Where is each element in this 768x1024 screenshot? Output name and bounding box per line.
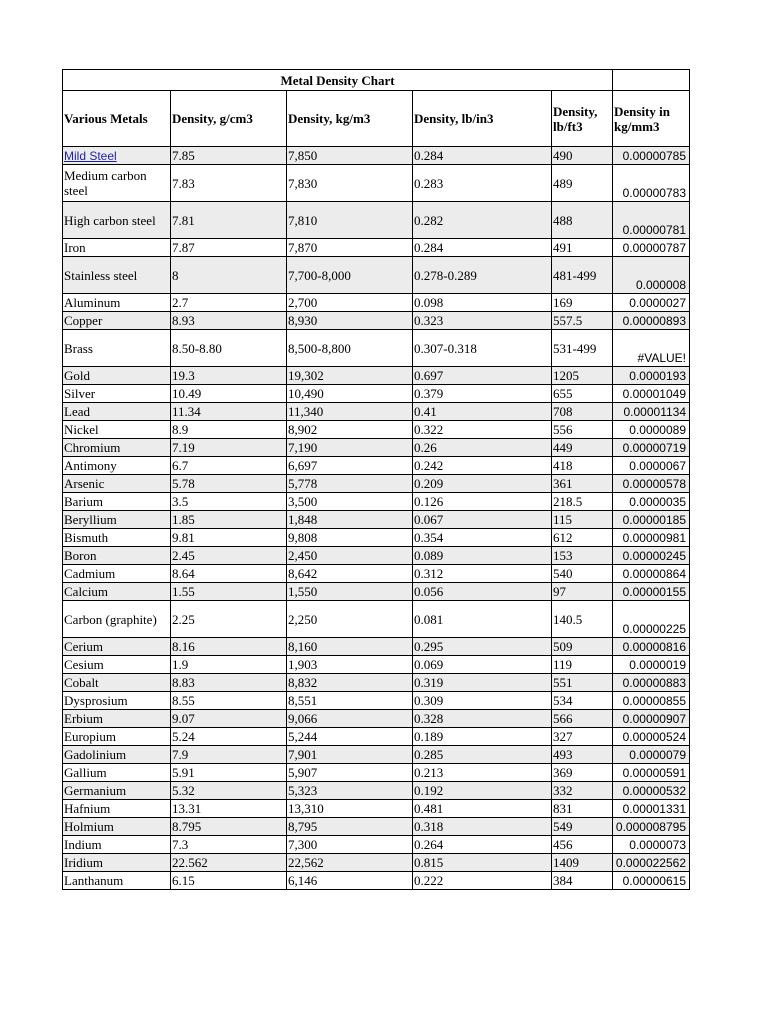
density-lbft3-cell: 493 <box>552 746 613 764</box>
density-lbft3-cell: 153 <box>552 547 613 565</box>
density-kgmm3-cell: 0.0000027 <box>613 294 690 312</box>
metal-name-cell <box>63 147 171 165</box>
density-kgm3-cell: 9,066 <box>287 710 413 728</box>
metal-name-cell: Lanthanum <box>63 872 171 890</box>
density-kgm3-cell: 5,323 <box>287 782 413 800</box>
density-gcm3-cell: 1.55 <box>171 583 287 601</box>
table-row <box>63 692 690 710</box>
density-lbin3-cell: 0.285 <box>413 746 552 764</box>
density-gcm3-cell: 8.795 <box>171 818 287 836</box>
density-kgm3-cell: 1,550 <box>287 583 413 601</box>
density-kgm3-cell: 2,700 <box>287 294 413 312</box>
table-row <box>63 403 690 421</box>
metal-name-cell: Arsenic <box>63 475 171 493</box>
density-lbin3-cell: 0.697 <box>413 367 552 385</box>
density-lbin3-cell: 0.322 <box>413 421 552 439</box>
density-lbft3-cell: 612 <box>552 529 613 547</box>
density-lbin3-cell: 0.354 <box>413 529 552 547</box>
density-lbft3-cell: 384 <box>552 872 613 890</box>
metal-name-cell: Copper <box>63 312 171 330</box>
table-row <box>63 367 690 385</box>
density-lbin3-cell: 0.264 <box>413 836 552 854</box>
density-lbft3-cell: 456 <box>552 836 613 854</box>
metal-name-cell: Barium <box>63 493 171 511</box>
table-row <box>63 147 690 165</box>
table-row <box>63 854 690 872</box>
density-lbin3-cell: 0.318 <box>413 818 552 836</box>
density-lbft3-cell: 481-499 <box>552 257 613 294</box>
table-row <box>63 330 690 367</box>
density-lbft3-cell: 551 <box>552 674 613 692</box>
density-lbft3-cell: 831 <box>552 800 613 818</box>
density-kgmm3-cell: 0.00000781 <box>613 202 690 239</box>
density-kgmm3-cell: 0.00000185 <box>613 511 690 529</box>
table-row <box>63 638 690 656</box>
density-lbin3-cell: 0.284 <box>413 147 552 165</box>
density-lbin3-cell: 0.089 <box>413 547 552 565</box>
density-lbin3-cell: 0.815 <box>413 854 552 872</box>
table-row <box>63 583 690 601</box>
density-gcm3-cell: 8 <box>171 257 287 294</box>
density-lbft3-cell: 655 <box>552 385 613 403</box>
metal-name-cell: Cesium <box>63 656 171 674</box>
density-lbft3-cell: 557.5 <box>552 312 613 330</box>
density-lbin3-cell: 0.312 <box>413 565 552 583</box>
metal-name-cell: Cerium <box>63 638 171 656</box>
metal-name-cell: Carbon (graphite) <box>63 601 171 638</box>
table-row <box>63 547 690 565</box>
density-kgmm3-cell: 0.00000532 <box>613 782 690 800</box>
density-kgm3-cell: 19,302 <box>287 367 413 385</box>
density-lbin3-cell: 0.189 <box>413 728 552 746</box>
density-kgm3-cell: 8,832 <box>287 674 413 692</box>
table-row <box>63 257 690 294</box>
density-kgmm3-cell: 0.00000855 <box>613 692 690 710</box>
density-kgm3-cell: 8,902 <box>287 421 413 439</box>
metal-name-cell: Gold <box>63 367 171 385</box>
density-lbft3-cell: 1409 <box>552 854 613 872</box>
density-lbft3-cell: 332 <box>552 782 613 800</box>
density-kgmm3-cell: 0.00000783 <box>613 165 690 202</box>
density-gcm3-cell: 8.9 <box>171 421 287 439</box>
metal-name-cell: Stainless steel <box>63 257 171 294</box>
density-gcm3-cell: 9.81 <box>171 529 287 547</box>
density-lbin3-cell: 0.282 <box>413 202 552 239</box>
density-kgmm3-cell: 0.00000785 <box>613 147 690 165</box>
density-kgm3-cell: 8,795 <box>287 818 413 836</box>
density-lbin3-cell: 0.056 <box>413 583 552 601</box>
density-gcm3-cell: 7.81 <box>171 202 287 239</box>
density-kgmm3-cell: 0.000022562 <box>613 854 690 872</box>
density-kgm3-cell: 22,562 <box>287 854 413 872</box>
table-row <box>63 312 690 330</box>
metal-name-cell: Germanium <box>63 782 171 800</box>
table-row <box>63 165 690 202</box>
density-gcm3-cell: 13.31 <box>171 800 287 818</box>
density-gcm3-cell: 8.50-8.80 <box>171 330 287 367</box>
density-kgmm3-cell: 0.00000578 <box>613 475 690 493</box>
density-lbft3-cell: 549 <box>552 818 613 836</box>
density-kgmm3-cell: 0.0000067 <box>613 457 690 475</box>
density-gcm3-cell: 6.15 <box>171 872 287 890</box>
density-lbft3-cell: 169 <box>552 294 613 312</box>
density-kgmm3-cell: 0.00000591 <box>613 764 690 782</box>
density-kgm3-cell: 7,901 <box>287 746 413 764</box>
density-lbft3-cell: 449 <box>552 439 613 457</box>
density-lbin3-cell: 0.067 <box>413 511 552 529</box>
density-gcm3-cell: 2.45 <box>171 547 287 565</box>
table-row <box>63 529 690 547</box>
metal-name-cell: Silver <box>63 385 171 403</box>
table-row <box>63 475 690 493</box>
density-kgm3-cell: 1,903 <box>287 656 413 674</box>
density-kgm3-cell: 6,697 <box>287 457 413 475</box>
table-row <box>63 782 690 800</box>
density-lbin3-cell: 0.069 <box>413 656 552 674</box>
density-kgmm3-cell: 0.0000079 <box>613 746 690 764</box>
density-gcm3-cell: 3.5 <box>171 493 287 511</box>
density-lbin3-cell: 0.481 <box>413 800 552 818</box>
density-kgmm3-cell: 0.0000019 <box>613 656 690 674</box>
density-gcm3-cell: 8.16 <box>171 638 287 656</box>
metal-name-cell: Hafnium <box>63 800 171 818</box>
metal-name-cell: Aluminum <box>63 294 171 312</box>
density-kgmm3-cell: 0.00000864 <box>613 565 690 583</box>
metal-name-cell: Iron <box>63 239 171 257</box>
density-gcm3-cell: 7.87 <box>171 239 287 257</box>
density-kgm3-cell: 7,300 <box>287 836 413 854</box>
table-row <box>63 710 690 728</box>
metal-name-cell: Nickel <box>63 421 171 439</box>
density-kgm3-cell: 8,930 <box>287 312 413 330</box>
density-lbft3-cell: 509 <box>552 638 613 656</box>
density-lbft3-cell: 119 <box>552 656 613 674</box>
table-row <box>63 656 690 674</box>
metal-name-cell: Cobalt <box>63 674 171 692</box>
density-lbin3-cell: 0.307-0.318 <box>413 330 552 367</box>
density-kgmm3-cell: 0.00000719 <box>613 439 690 457</box>
table-row <box>63 800 690 818</box>
density-kgm3-cell: 8,500-8,800 <box>287 330 413 367</box>
header-density-lbft3: Density, lb/ft3 <box>552 91 613 147</box>
density-gcm3-cell: 10.49 <box>171 385 287 403</box>
density-lbin3-cell: 0.309 <box>413 692 552 710</box>
table-row <box>63 493 690 511</box>
density-kgmm3-cell: 0.00000524 <box>613 728 690 746</box>
density-lbft3-cell: 566 <box>552 710 613 728</box>
density-lbin3-cell: 0.126 <box>413 493 552 511</box>
density-kgmm3-cell: 0.0000035 <box>613 493 690 511</box>
density-lbft3-cell: 115 <box>552 511 613 529</box>
density-gcm3-cell: 1.9 <box>171 656 287 674</box>
density-gcm3-cell: 2.25 <box>171 601 287 638</box>
density-lbin3-cell: 0.222 <box>413 872 552 890</box>
density-gcm3-cell: 7.83 <box>171 165 287 202</box>
density-kgmm3-cell: 0.00000981 <box>613 529 690 547</box>
density-lbin3-cell: 0.323 <box>413 312 552 330</box>
metal-name-cell: Gallium <box>63 764 171 782</box>
density-kgmm3-cell: 0.0000193 <box>613 367 690 385</box>
table-row <box>63 565 690 583</box>
density-kgmm3-cell: 0.00000245 <box>613 547 690 565</box>
density-kgm3-cell: 6,146 <box>287 872 413 890</box>
table-row <box>63 764 690 782</box>
density-lbft3-cell: 490 <box>552 147 613 165</box>
metal-name-cell: Antimony <box>63 457 171 475</box>
density-kgm3-cell: 7,700-8,000 <box>287 257 413 294</box>
table-row <box>63 239 690 257</box>
density-lbft3-cell: 97 <box>552 583 613 601</box>
metal-name-cell: Europium <box>63 728 171 746</box>
density-kgmm3-cell: 0.0000073 <box>613 836 690 854</box>
table-row <box>63 674 690 692</box>
density-lbin3-cell: 0.278-0.289 <box>413 257 552 294</box>
density-kgm3-cell: 2,250 <box>287 601 413 638</box>
metal-name-cell: Holmium <box>63 818 171 836</box>
metal-link[interactable]: Mild Steel <box>64 148 117 163</box>
density-kgm3-cell: 10,490 <box>287 385 413 403</box>
density-lbin3-cell: 0.192 <box>413 782 552 800</box>
metal-name-cell: Cadmium <box>63 565 171 583</box>
density-lbin3-cell: 0.081 <box>413 601 552 638</box>
table-row <box>63 728 690 746</box>
header-density-kgm3: Density, kg/m3 <box>287 91 413 147</box>
density-kgm3-cell: 7,870 <box>287 239 413 257</box>
density-lbin3-cell: 0.242 <box>413 457 552 475</box>
density-kgmm3-cell: 0.00001134 <box>613 403 690 421</box>
table-row <box>63 872 690 890</box>
table-row <box>63 746 690 764</box>
density-lbin3-cell: 0.26 <box>413 439 552 457</box>
density-kgm3-cell: 13,310 <box>287 800 413 818</box>
title-empty-cell <box>613 70 690 91</box>
density-gcm3-cell: 7.3 <box>171 836 287 854</box>
density-kgmm3-cell: 0.0000089 <box>613 421 690 439</box>
metal-name-cell: High carbon steel <box>63 202 171 239</box>
density-lbft3-cell: 488 <box>552 202 613 239</box>
density-gcm3-cell: 5.32 <box>171 782 287 800</box>
density-lbin3-cell: 0.319 <box>413 674 552 692</box>
table-row <box>63 511 690 529</box>
density-kgmm3-cell: 0.00000615 <box>613 872 690 890</box>
density-lbft3-cell: 708 <box>552 403 613 421</box>
density-kgm3-cell: 1,848 <box>287 511 413 529</box>
metal-name-cell: Chromium <box>63 439 171 457</box>
metal-name-cell: Lead <box>63 403 171 421</box>
density-lbft3-cell: 327 <box>552 728 613 746</box>
density-kgm3-cell: 7,850 <box>287 147 413 165</box>
density-lbin3-cell: 0.379 <box>413 385 552 403</box>
density-kgm3-cell: 11,340 <box>287 403 413 421</box>
density-lbin3-cell: 0.209 <box>413 475 552 493</box>
density-kgmm3-cell: 0.00001049 <box>613 385 690 403</box>
density-lbft3-cell: 361 <box>552 475 613 493</box>
density-gcm3-cell: 19.3 <box>171 367 287 385</box>
density-lbft3-cell: 534 <box>552 692 613 710</box>
density-lbft3-cell: 418 <box>552 457 613 475</box>
density-lbin3-cell: 0.328 <box>413 710 552 728</box>
density-kgmm3-cell: 0.00000907 <box>613 710 690 728</box>
density-gcm3-cell: 9.07 <box>171 710 287 728</box>
metal-name-cell: Brass <box>63 330 171 367</box>
density-kgmm3-cell: 0.00000787 <box>613 239 690 257</box>
metal-name-cell: Indium <box>63 836 171 854</box>
metal-name-cell: Medium carbon steel <box>63 165 171 202</box>
metal-name-cell: Boron <box>63 547 171 565</box>
header-density-lbin3: Density, lb/in3 <box>413 91 552 147</box>
density-gcm3-cell: 8.93 <box>171 312 287 330</box>
metal-name-cell: Dysprosium <box>63 692 171 710</box>
density-gcm3-cell: 8.64 <box>171 565 287 583</box>
header-density-gcm3: Density, g/cm3 <box>171 91 287 147</box>
table-row <box>63 439 690 457</box>
density-lbft3-cell: 491 <box>552 239 613 257</box>
table-row <box>63 457 690 475</box>
density-gcm3-cell: 7.19 <box>171 439 287 457</box>
density-kgm3-cell: 8,642 <box>287 565 413 583</box>
table-row <box>63 294 690 312</box>
density-gcm3-cell: 5.24 <box>171 728 287 746</box>
table-row <box>63 836 690 854</box>
density-kgmm3-cell: 0.00000225 <box>613 601 690 638</box>
density-gcm3-cell: 2.7 <box>171 294 287 312</box>
density-kgmm3-cell: 0.00000155 <box>613 583 690 601</box>
density-lbin3-cell: 0.213 <box>413 764 552 782</box>
table-row <box>63 818 690 836</box>
density-lbft3-cell: 140.5 <box>552 601 613 638</box>
density-kgm3-cell: 2,450 <box>287 547 413 565</box>
density-kgm3-cell: 8,160 <box>287 638 413 656</box>
density-kgmm3-cell: 0.000008 <box>613 257 690 294</box>
density-kgmm3-cell: 0.00001331 <box>613 800 690 818</box>
metal-name-cell: Gadolinium <box>63 746 171 764</box>
density-kgm3-cell: 5,907 <box>287 764 413 782</box>
density-gcm3-cell: 8.83 <box>171 674 287 692</box>
metal-name-cell: Iridium <box>63 854 171 872</box>
density-lbin3-cell: 0.41 <box>413 403 552 421</box>
density-lbft3-cell: 556 <box>552 421 613 439</box>
table-row <box>63 202 690 239</box>
density-lbin3-cell: 0.284 <box>413 239 552 257</box>
density-gcm3-cell: 7.9 <box>171 746 287 764</box>
density-lbin3-cell: 0.283 <box>413 165 552 202</box>
density-kgm3-cell: 9,808 <box>287 529 413 547</box>
header-density-kgmm3: Density in kg/mm3 <box>613 91 690 147</box>
density-lbin3-cell: 0.295 <box>413 638 552 656</box>
density-gcm3-cell: 5.91 <box>171 764 287 782</box>
metal-name-cell: Bismuth <box>63 529 171 547</box>
density-gcm3-cell: 22.562 <box>171 854 287 872</box>
density-lbft3-cell: 489 <box>552 165 613 202</box>
table-title: Metal Density Chart <box>63 70 613 91</box>
table-body <box>63 147 690 890</box>
metal-name-cell: Calcium <box>63 583 171 601</box>
density-kgm3-cell: 7,830 <box>287 165 413 202</box>
density-gcm3-cell: 5.78 <box>171 475 287 493</box>
density-gcm3-cell: 6.7 <box>171 457 287 475</box>
density-gcm3-cell: 1.85 <box>171 511 287 529</box>
density-kgm3-cell: 8,551 <box>287 692 413 710</box>
density-gcm3-cell: 7.85 <box>171 147 287 165</box>
table-row <box>63 601 690 638</box>
density-kgmm3-cell: 0.00000816 <box>613 638 690 656</box>
table-row <box>63 385 690 403</box>
density-lbft3-cell: 531-499 <box>552 330 613 367</box>
density-lbin3-cell: 0.098 <box>413 294 552 312</box>
table-row <box>63 421 690 439</box>
density-kgmm3-cell: #VALUE! <box>613 330 690 367</box>
metal-name-cell: Beryllium <box>63 511 171 529</box>
density-kgm3-cell: 5,778 <box>287 475 413 493</box>
density-lbft3-cell: 218.5 <box>552 493 613 511</box>
density-kgm3-cell: 7,190 <box>287 439 413 457</box>
metal-name-cell: Erbium <box>63 710 171 728</box>
density-lbft3-cell: 540 <box>552 565 613 583</box>
density-kgmm3-cell: 0.00000893 <box>613 312 690 330</box>
density-kgm3-cell: 5,244 <box>287 728 413 746</box>
density-lbft3-cell: 1205 <box>552 367 613 385</box>
density-kgmm3-cell: 0.00000883 <box>613 674 690 692</box>
density-kgm3-cell: 3,500 <box>287 493 413 511</box>
density-gcm3-cell: 11.34 <box>171 403 287 421</box>
density-kgmm3-cell: 0.000008795 <box>613 818 690 836</box>
metal-density-table <box>62 69 690 890</box>
density-lbft3-cell: 369 <box>552 764 613 782</box>
header-various-metals: Various Metals <box>63 91 171 147</box>
density-gcm3-cell: 8.55 <box>171 692 287 710</box>
density-kgm3-cell: 7,810 <box>287 202 413 239</box>
